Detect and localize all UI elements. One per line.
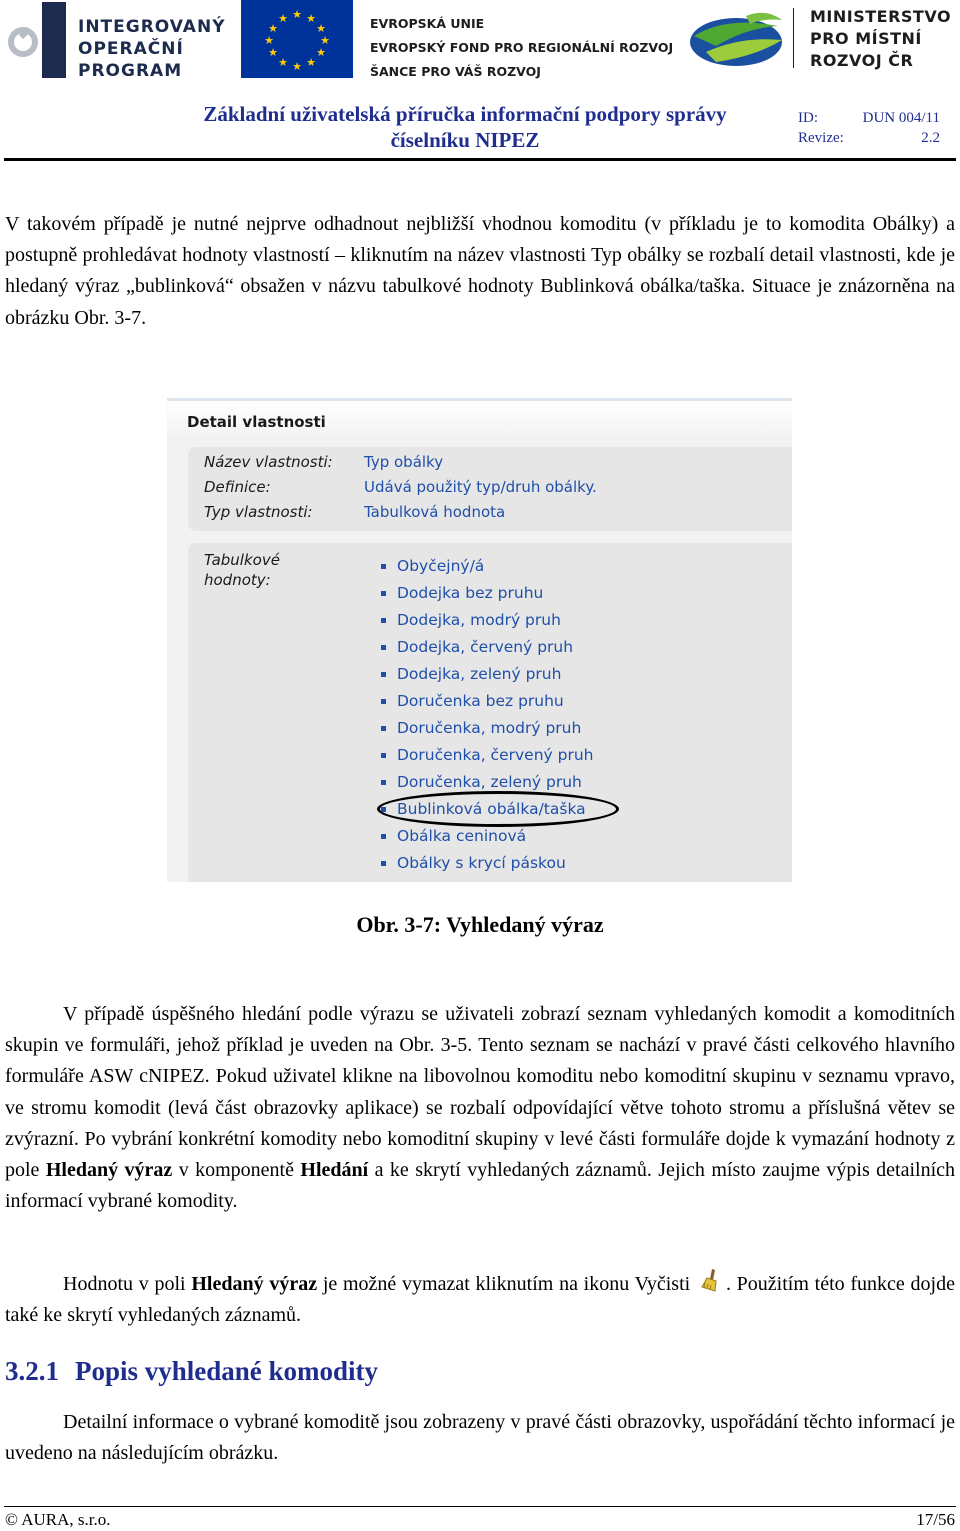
list-item[interactable]: Obálka ceninová xyxy=(380,825,593,852)
mmr-line-2: PRO MÍSTNÍ xyxy=(810,29,922,48)
mmr-line-1: MINISTERSTVO xyxy=(810,7,952,26)
eu-line-1: EVROPSKÁ UNIE xyxy=(370,16,485,31)
table-values-label-1: Tabulkové xyxy=(204,551,280,569)
revision-label: Revize: xyxy=(798,130,844,146)
section-number: 3.2.1 xyxy=(5,1356,59,1386)
highlight-ellipse xyxy=(377,791,619,827)
footer-page-number: 17/56 xyxy=(916,1510,955,1529)
eu-flag-icon xyxy=(241,0,353,78)
mmr-emblem-icon xyxy=(686,6,786,72)
document-meta xyxy=(798,108,940,148)
id-label: ID: xyxy=(798,110,818,126)
svg-text:★: ★ xyxy=(268,46,278,59)
svg-text:★: ★ xyxy=(306,56,316,69)
footer-divider xyxy=(4,1506,956,1507)
p2-bold-search-component: Hledání xyxy=(300,1159,369,1182)
svg-text:★: ★ xyxy=(320,34,330,47)
p3-text-a: Hodnotu v poli xyxy=(63,1273,192,1295)
list-item[interactable]: Dodejka, červený pruh xyxy=(380,636,593,663)
list-item[interactable]: Dodejka, zelený pruh xyxy=(380,663,593,690)
svg-text:★: ★ xyxy=(292,60,302,73)
svg-text:★: ★ xyxy=(292,8,302,21)
list-item[interactable]: Dodejka bez pruhu xyxy=(380,582,593,609)
section-title: Popis vyhledané komodity xyxy=(75,1356,379,1386)
mmr-line-3: ROZVOJ ČR xyxy=(810,51,914,70)
p2-bold-search-term: Hledaný výraz xyxy=(45,1159,173,1182)
p3-text-d: . Použitím této funkce dojde také ke skrytí vyhledaných záznamů. xyxy=(5,1273,955,1327)
paragraph-intro: V takovém případě je nutné nejprve odhadnout nejbližší vhodnou komoditu (v příkladu je to komodita Obálky) a postupně prohledávat hodnoty vlastností – kliknutím na název vlastnosti Typ obálky se rozbalí detail vlastnosti, kde je hledaný výraz „bublinková“ obsažen v názvu tabulkové hodnoty Bublinková obálka/taška. Situace je znázorněna na obrázku Obr. 3-7. xyxy=(5,213,955,329)
broom-icon xyxy=(698,1267,724,1293)
section-heading xyxy=(5,1356,378,1387)
panel-title: Detail vlastnosti xyxy=(187,413,326,431)
list-item[interactable]: Obyčejný/á xyxy=(380,555,593,582)
list-item[interactable]: Dodejka, modrý pruh xyxy=(380,609,593,636)
svg-text:★: ★ xyxy=(268,22,278,35)
definition-value: Udává použitý typ/druh obálky. xyxy=(364,478,597,496)
list-item[interactable]: Obálky s krycí páskou xyxy=(380,852,593,879)
document-title-line-1: Základní uživatelská příručka informační podpory správy xyxy=(203,102,727,126)
list-item-highlighted[interactable]: Bublinková obálka/taška xyxy=(380,798,593,825)
panel-header xyxy=(167,398,792,437)
property-name-value[interactable]: Typ obálky xyxy=(364,453,444,471)
svg-text:★: ★ xyxy=(278,12,288,25)
property-info-box xyxy=(188,447,792,531)
p2-text-a: V případě úspěšného hledání podle výrazu se uživateli zobrazí seznam vyhledaných komodit a komoditních skupin ve formuláři, jehož příklad je uveden na Obr. 3-5. Tento seznam se nachází v pravé části celkového hlavního formuláře ASW cNIPEZ. Pokud uživatel klikne na libovolnou komoditu nebo komoditní skupinu v seznamu vpravo, ve stromu komodit (levá část obrazovky aplikace) se rozbalí odpovídající větve tohoto stromu a příslušná větev se zvýrazní. Po vybrání konkrétní komodity nebo komoditní skupiny v levé části formuláře dojde k vymazání hodnoty z pole xyxy=(5,1003,955,1182)
definition-label: Definice: xyxy=(204,478,271,496)
table-values-label-2: hodnoty: xyxy=(204,571,271,589)
svg-text:★: ★ xyxy=(278,56,288,69)
table-values-list xyxy=(380,555,593,879)
iop-line-2: OPERAČNÍ xyxy=(78,39,184,59)
svg-text:★: ★ xyxy=(316,46,326,59)
svg-text:★: ★ xyxy=(316,22,326,35)
list-item[interactable]: Doručenka bez pruhu xyxy=(380,690,593,717)
p2-text-d: a ke skrytí vyhledaných záznamů. Jejich místo zaujme výpis detailních informací vybrané komodity. xyxy=(5,1159,955,1213)
property-type-label: Typ vlastnosti: xyxy=(204,503,313,521)
list-item[interactable]: Doručenka, zelený pruh xyxy=(380,771,593,798)
paragraph-search-results xyxy=(5,999,955,1217)
paragraph-clear-value xyxy=(5,1267,955,1331)
property-type-value: Tabulková hodnota xyxy=(364,503,506,521)
revision-value: 2.2 xyxy=(921,130,940,146)
eu-line-3: ŠANCE PRO VÁŠ ROZVOJ xyxy=(370,64,541,79)
svg-text:★: ★ xyxy=(264,34,274,47)
property-name-label: Název vlastnosti: xyxy=(204,453,333,471)
p3-bold-search-term: Hledaný výraz xyxy=(191,1273,318,1295)
document-title-line-2: číselníku NIPEZ xyxy=(390,128,540,152)
document-title xyxy=(150,101,780,153)
iop-line-3: PROGRAM xyxy=(78,61,183,81)
iop-emblem-icon xyxy=(6,2,70,78)
header-divider xyxy=(4,158,956,161)
p3-text-c: je možné vymazat kliknutím na ikonu Vyčisti xyxy=(317,1273,696,1295)
p2-text-c: v komponentě xyxy=(172,1159,301,1182)
mmr-divider xyxy=(793,8,794,68)
figure-caption: Obr. 3-7: Vyhledaný výraz xyxy=(356,912,604,937)
id-value: DUN 004/11 xyxy=(862,110,940,126)
paragraph-detail-info: Detailní informace o vybrané komoditě jsou zobrazeny v pravé části obrazovky, uspořádání těchto informací je uvedeno na následujícím obrázku. xyxy=(5,1411,955,1465)
logo-bar xyxy=(0,0,960,80)
footer-company: © AURA, s.r.o. xyxy=(5,1510,111,1529)
eu-line-2: EVROPSKÝ FOND PRO REGIONÁLNÍ ROZVOJ xyxy=(370,40,674,55)
property-detail-screenshot xyxy=(167,398,792,882)
svg-text:★: ★ xyxy=(306,12,316,25)
list-item[interactable]: Doručenka, červený pruh xyxy=(380,744,593,771)
list-item[interactable]: Doručenka, modrý pruh xyxy=(380,717,593,744)
iop-line-1: INTEGROVANÝ xyxy=(78,17,226,37)
iop-logo xyxy=(6,2,226,81)
